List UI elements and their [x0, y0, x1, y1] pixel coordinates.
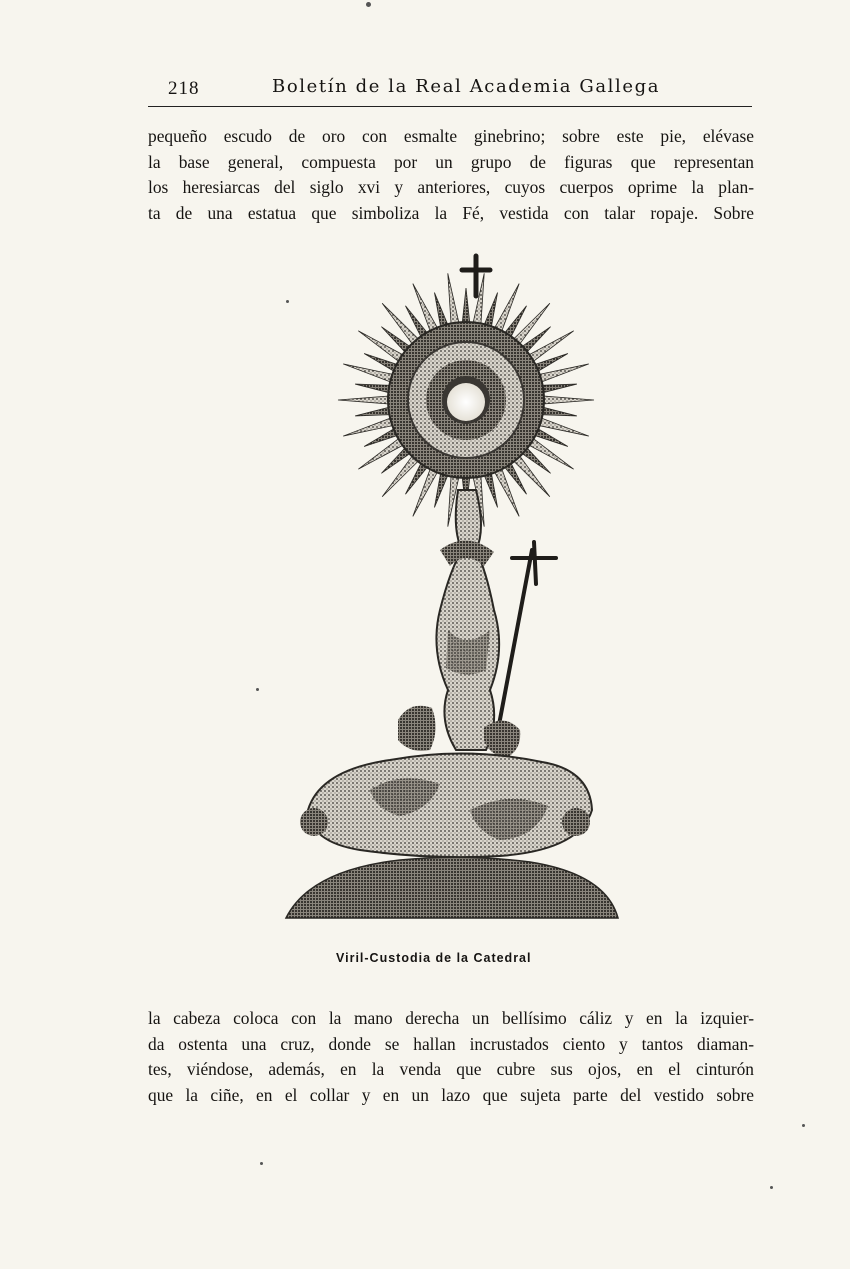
text-line: pequeño escudo de oro con esmalte ginebrino; sobre este pie, elévase — [148, 126, 754, 146]
paper-speck — [366, 2, 371, 7]
paper-speck — [260, 1162, 263, 1165]
paper-speck — [256, 688, 259, 691]
text-line: da ostenta una cruz, donde se hallan incrustados ciento y tantos diaman- — [148, 1033, 754, 1054]
text-line: la base general, compuesta por un grupo de figuras que representan — [148, 151, 754, 172]
paper-speck — [770, 1186, 773, 1189]
running-title: Boletín de la Real Academia Gallega — [272, 76, 661, 97]
figure-caption: Viril-Custodia de la Catedral — [336, 951, 532, 965]
staff-cross — [498, 542, 556, 730]
page-header — [148, 76, 752, 106]
monstrance-illustration — [280, 250, 620, 922]
text-line: ta de una estatua que simboliza la Fé, vestida con talar ropaje. Sobre — [148, 202, 754, 223]
text-line: la cabeza coloca con la mano derecha un bellísimo cáliz y en la izquier- — [148, 1008, 754, 1028]
page-number: 218 — [168, 78, 200, 99]
text-line: que la ciñe, en el collar y en un lazo que sujeta parte del vestido sobre — [148, 1084, 754, 1105]
paper-speck — [286, 300, 289, 303]
text-line: los heresiarcas del siglo xvi y anteriores, cuyos cuerpos oprime la plan- — [148, 177, 754, 198]
viril-host — [447, 383, 485, 421]
text-line: tes, viéndose, además, en la venda que cubre sus ojos, en el cinturón — [148, 1059, 754, 1080]
body-paragraph-bottom — [148, 1006, 754, 1108]
body-paragraph-top — [148, 124, 754, 226]
header-rule — [148, 106, 752, 107]
paper-speck — [802, 1124, 805, 1127]
